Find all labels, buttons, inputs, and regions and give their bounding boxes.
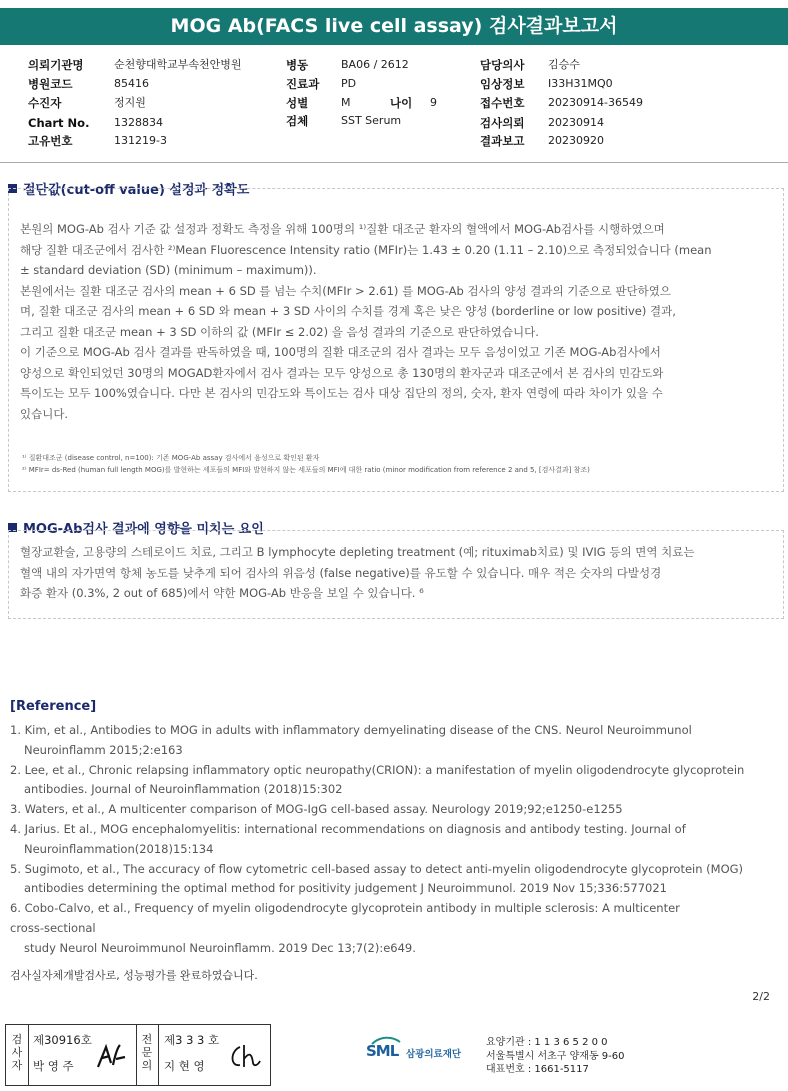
- reference-line: study Neurol Neuroimmunol Neuroinflamm. 2019 Dec 13;7(2):e649.: [24, 940, 416, 955]
- reference-line: Neuroinflammation(2018)15:134: [24, 841, 214, 856]
- value-chart-no: 1328834: [114, 116, 163, 129]
- value-sex: M: [341, 96, 351, 109]
- value-age: 9: [430, 96, 437, 109]
- signature-box: [5, 1024, 271, 1086]
- label-ward: 병동: [286, 58, 309, 72]
- specialist-signature: [226, 1041, 262, 1071]
- section1-line: 본원에서는 질환 대조군 검사의 mean + 6 SD 를 넘는 수치(MFIr > 2.61) 를 MOG-Ab 검사의 양성 결과의 기준으로 판단하였으: [20, 283, 671, 298]
- reference-line: cross-sectional: [10, 920, 96, 935]
- org-line-1: 요양기관 : 1 1 3 6 5 2 0 0: [486, 1037, 608, 1048]
- label-chart-no: Chart No.: [28, 116, 90, 130]
- label-specimen: 검체: [286, 114, 309, 128]
- tester-signature: [94, 1041, 128, 1071]
- specialist-label: [137, 1033, 157, 1072]
- section1-title-text: 절단값(cut-off value) 설정과 정확도: [23, 183, 250, 198]
- value-department: PD: [341, 77, 357, 90]
- section1-line: 해당 질환 대조군에서 검사한 ²⁾Mean Fluorescence Intensity ratio (MFIr)는 1.43 ± 0.20 (1.11 – 2.10)으로 측정되었습니다 (mean: [20, 242, 712, 257]
- section1-line: 며, 질환 대조군 검사의 mean + 6 SD 와 mean + 3 SD 사이의 수치를 경계 혹은 낮은 양성 (borderline or low positive) 결과,: [20, 304, 676, 318]
- tester-label-text: 검사자: [11, 1033, 23, 1072]
- tester-label: [7, 1033, 27, 1072]
- org-info: [486, 1036, 625, 1077]
- section2-line: 혈장교환술, 고용량의 스테로이드 치료, 그리고 B lymphocyte depleting treatment (예; rituximab치료) 및 IVIG 등의 면역 치료는: [20, 545, 695, 559]
- tester-license: 제30916호: [33, 1033, 92, 1047]
- section2-line: 혈액 내의 자가면역 항체 농도를 낮추게 되어 검사의 위음성 (false negative)를 유도할 수 있습니다. 매우 적은 숫자의 다발성경: [20, 565, 662, 580]
- value-specimen: SST Serum: [341, 114, 402, 127]
- report-title: MOG Ab(FACS live cell assay) 검사결과보고서: [0, 8, 788, 45]
- specialist-cell: [158, 1025, 270, 1085]
- label-request-date: 검사의뢰: [480, 116, 525, 130]
- reference-line: 5. Sugimoto, et al., The accuracy of flow cytometric cell-based assay to detect anti-myelin oligodendrocyte glycoprotein (MOG): [10, 861, 744, 876]
- org-line-2: 서울특별시 서초구 양재동 9-60: [486, 1050, 625, 1062]
- footnote-2: ²⁾ MFIr= ds-Red (human full length MOG)를 발현하는 세포들의 MFI와 발현하지 않는 세포들의 MFI에 대한 ratio (minor modification from reference 2 and 5, [검사결과] 참조): [22, 466, 590, 474]
- patient-info: [28, 56, 768, 150]
- value-unique-no: 131219-3: [114, 134, 167, 147]
- section1-line: 양성으로 확인되었던 30명의 MOGAD환자에서 검사 결과는 모두 양성으로 총 130명의 환자군과 대조군에서 본 검사의 민감도와: [20, 365, 664, 380]
- label-age: 나이: [390, 96, 413, 110]
- label-doctor: 담당의사: [480, 58, 525, 72]
- value-report-date: 20230920: [548, 134, 604, 147]
- value-institution: 순천향대학교부속천안병원: [114, 58, 242, 71]
- label-clinical-info: 임상정보: [480, 77, 525, 91]
- label-department: 진료과: [286, 77, 320, 91]
- sml-logo-text: SML: [366, 1042, 399, 1060]
- section2-body: [20, 542, 768, 604]
- reference-line: antibodies. Journal of Neuroinflammation (2018)15:302: [24, 782, 343, 797]
- section1-line: ± standard deviation (SD) (minimum – maximum)).: [20, 263, 317, 277]
- specialist-name: 지 현 영: [164, 1059, 205, 1073]
- sml-logo: [366, 1034, 482, 1072]
- value-clinical-info: I33H31MQ0: [548, 77, 613, 90]
- section2-title-text: MOG-Ab검사 결과에 영향을 미치는 요인: [23, 522, 264, 537]
- value-ward: BA06 / 2612: [341, 58, 409, 71]
- value-doctor: 김승수: [548, 58, 580, 71]
- tester-cell: [28, 1025, 137, 1085]
- label-report-date: 결과보고: [480, 134, 525, 148]
- section1-line: 본원의 MOG-Ab 검사 기준 값 설정과 정확도 측정을 위해 100명의 ¹⁾질환 대조군 환자의 혈액에서 MOG-Ab검사를 시행하였으며: [20, 222, 665, 236]
- sig-label-cell: [136, 1025, 159, 1085]
- reference-line: 2. Lee, et al., Chronic relapsing inflammatory optic neuropathy(CRION): a manifestation of myelin oligodendrocyte glycoprotein: [10, 762, 745, 777]
- references-title: [Reference]: [10, 699, 97, 714]
- footnote-1: ¹⁾ 질환대조군 (disease control, n=100): 기존 MOG-Ab assay 검사에서 음성으로 확인된 환자: [22, 454, 320, 462]
- section1-line: 있습니다.: [20, 406, 69, 421]
- section1-line: 특이도는 모두 100%였습니다. 다만 본 검사의 민감도와 특이도는 검사 대상 집단의 정의, 숫자, 환자 연령에 따라 차이가 있을 수: [20, 386, 663, 400]
- reference-line: 4. Jarius. Et al., MOG encephalomyelitis: international recommendations on diagnosis and antibody testing. Journal of: [10, 821, 686, 836]
- value-hospital-code: 85416: [114, 77, 149, 90]
- section2-line: 화증 환자 (0.3%, 2 out of 685)에서 약한 MOG-Ab 반응을 보일 수 있습니다. ⁶: [20, 586, 424, 600]
- page-number: 2/2: [752, 990, 770, 1003]
- specialist-label-text: 전문의: [141, 1033, 153, 1072]
- section1-body: [20, 219, 768, 424]
- value-request-date: 20230914: [548, 116, 604, 129]
- value-accession: 20230914-36549: [548, 96, 643, 109]
- reference-line: 1. Kim, et al., Antibodies to MOG in adults with inflammatory demyelinating disease of the CNS. Neurol Neuroimmunol: [10, 723, 692, 737]
- label-hospital-code: 병원코드: [28, 77, 73, 91]
- label-accession: 접수번호: [480, 96, 525, 110]
- reference-line: antibodies determining the optimal method for positivity judgement J Neuroimmunol. 2019 Nov 15;336:577021: [24, 881, 667, 896]
- reference-line: Neuroinflamm 2015;2:e163: [24, 742, 183, 757]
- value-patient: 정지원: [114, 96, 146, 109]
- specialist-license: 제3 3 3 호: [164, 1033, 220, 1047]
- org-name: 삼광의료재단: [406, 1049, 462, 1060]
- reference-line: 6. Cobo-Calvo, et al., Frequency of myelin oligodendrocyte glycoprotein antibody in multiple sclerosis: A multicenter: [10, 901, 680, 916]
- references-list: [10, 721, 780, 959]
- section1-line: 그리고 질환 대조군 mean + 3 SD 이하의 값 (MFIr ≤ 2.02) 을 음성 결과의 기준으로 판단하였습니다.: [20, 324, 539, 339]
- label-patient: 수진자: [28, 96, 62, 110]
- org-line-3: 대표번호 : 1661-5117: [486, 1064, 589, 1075]
- tester-name: 박 영 주: [33, 1059, 74, 1073]
- label-institution: 의뢰기관명: [28, 58, 84, 72]
- divider: [0, 162, 788, 163]
- sig-label-cell: [6, 1025, 29, 1085]
- conclusion-note: 검사실자체개발검사로, 성능평가를 완료하였습니다.: [10, 969, 258, 982]
- label-unique-no: 고유번호: [28, 134, 73, 148]
- section1-line: 이 기준으로 MOG-Ab 검사 결과를 판독하였을 때, 100명의 질환 대조군의 검사 결과는 모두 음성이었고 기존 MOG-Ab검사에서: [20, 345, 661, 359]
- label-sex: 성별: [286, 96, 309, 110]
- reference-line: 3. Waters, et al., A multicenter comparison of MOG-IgG cell-based assay. Neurology 2019;92;e1250-e1255: [10, 802, 623, 817]
